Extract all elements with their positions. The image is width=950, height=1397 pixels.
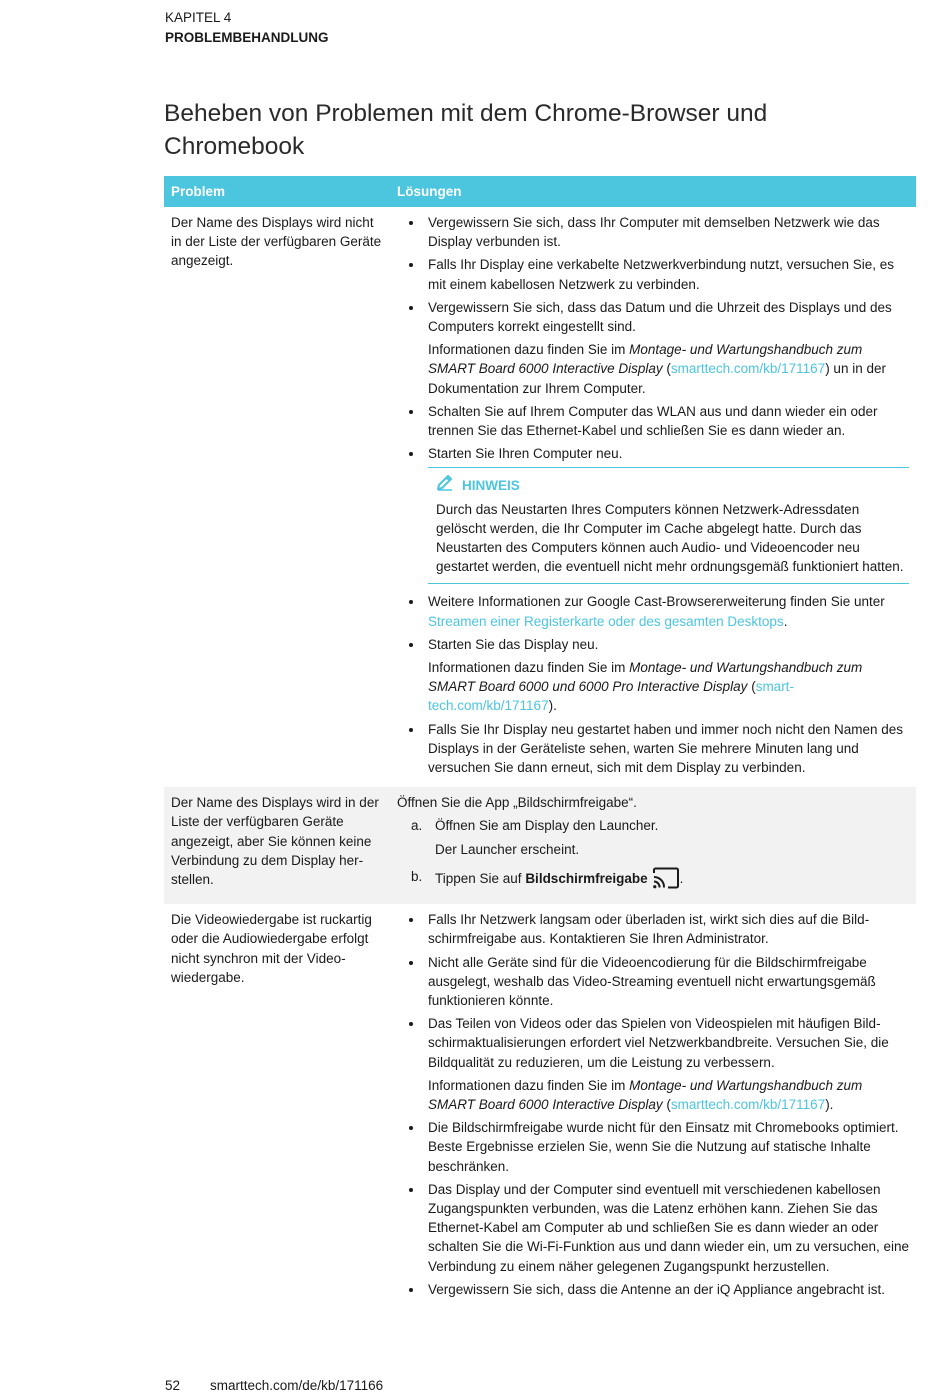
list-item: [397, 1180, 909, 1276]
list-item: [397, 1118, 909, 1176]
step-list: [397, 816, 909, 894]
info-text: Informationen dazu finden Sie im: [428, 660, 630, 676]
bullet-icon: [409, 643, 413, 647]
page-footer: [165, 1376, 383, 1396]
note-box: [428, 467, 909, 584]
solutions-cell: [390, 787, 916, 904]
list-item-text: Schalten Sie auf Ihrem Computer das WLAN aus und dann wieder ein oder trennen Sie das Ethernet-Kabel und schließen Sie es dann wieder an.: [428, 403, 878, 439]
bullet-icon: [409, 221, 413, 225]
info-paragraph: [428, 658, 909, 716]
column-header-solutions: Lösungen: [390, 176, 916, 207]
bullet-icon: [409, 306, 413, 310]
info-text: Informationen dazu finden Sie im: [428, 1077, 630, 1093]
bullet-icon: [409, 918, 413, 922]
note-heading: [436, 475, 909, 496]
screen-share-icon: [652, 867, 680, 894]
list-item: [397, 1014, 909, 1114]
info-text: (: [662, 1096, 671, 1112]
list-item-text: .: [783, 613, 788, 629]
list-item-text: Vergewissern Sie sich, dass Ihr Computer mit demselben Netzwerk wie das Display verbunden ist.: [428, 215, 880, 250]
list-item-text: Vergewissern Sie sich, dass das Datum und die Uhrzeit des Displays und des Computers korrekt eingestellt sind.: [428, 299, 892, 335]
list-item: [397, 213, 909, 251]
page-number: 52: [165, 1378, 181, 1393]
bullet-icon: [409, 600, 413, 604]
bullet-icon: [409, 961, 413, 965]
chapter-label: KAPITEL 4: [165, 10, 232, 25]
solutions-cell: [390, 207, 916, 787]
list-item-text: Das Teilen von Videos oder das Spielen von Videospielen mit häufigen Bildschirmaktualisierungen erfordert viel Netzwerkbandbreite. Versuchen Sie, die Bildqualität zu reduzieren, um die Leistung zu verbessern.: [428, 1016, 889, 1070]
manual-title: Montage- und Wartungshandbuch zum SMART Board 6000 Interactive Display: [428, 1077, 863, 1112]
solution-list: [397, 910, 909, 1299]
solution-list: [397, 592, 909, 777]
bullet-icon: [409, 1188, 413, 1192]
info-text: ).: [548, 698, 557, 714]
step-text: Tippen Sie auf: [435, 870, 526, 886]
step-letter: a.: [411, 818, 423, 834]
list-item-text: Starten Sie Ihren Computer neu.: [428, 446, 623, 462]
info-text: (: [662, 361, 671, 377]
list-item: [397, 444, 909, 463]
step-letter: b.: [411, 868, 423, 884]
bullet-icon: [409, 728, 413, 732]
list-item-text: Falls Ihr Netzwerk langsam oder überladen ist, wirkt sich dies auf die Bildschirmfreigabe aus. Kontaktieren Sie Ihren Administrator.: [428, 912, 870, 947]
list-item-text: Die Bildschirmfreigabe wurde nicht für den Einsatz mit Chromebooks optimiert. Beste Ergebnisse erzielen Sie, wenn Sie die Nutzung auf statische Inhalte beschränken.: [428, 1120, 899, 1174]
list-item: [397, 255, 909, 293]
list-item: [397, 953, 909, 1011]
solutions-cell: [390, 904, 916, 1309]
list-item: [397, 592, 909, 630]
list-item: [397, 402, 909, 440]
troubleshooting-table: [164, 176, 916, 1309]
footer-url[interactable]: smarttech.com/de/kb/171166: [210, 1378, 384, 1393]
bullet-icon: [409, 263, 413, 267]
bullet-icon: [409, 452, 413, 456]
list-item-text: Starten Sie das Display neu.: [428, 636, 599, 652]
step-emphasis: Bildschirmfreigabe: [525, 870, 648, 886]
list-item: [397, 910, 909, 948]
info-text: (: [747, 679, 756, 695]
list-item: [397, 720, 909, 778]
streaming-link[interactable]: Streamen einer Registerkarte oder des gesamten Desktops: [428, 613, 784, 629]
table-row: [164, 904, 916, 1309]
list-item: [397, 298, 909, 398]
bullet-icon: [409, 1288, 413, 1292]
steps-intro: Öffnen Sie die App „Bildschirmfreigabe“.: [397, 795, 637, 811]
note-label: HINWEIS: [462, 478, 520, 494]
info-text: Informationen dazu finden Sie im: [428, 342, 630, 358]
step-result: Der Launcher erscheint.: [435, 841, 580, 857]
bullet-icon: [409, 410, 413, 414]
list-item: [397, 867, 909, 894]
kb-link[interactable]: smarttech.com/kb/171167: [428, 679, 794, 714]
table-header-row: [164, 176, 916, 207]
manual-title: Montage- und Wartungshandbuch zum SMART Board 6000 und 6000 Pro Interactive Display: [428, 660, 863, 695]
column-header-problem: Problem: [164, 176, 390, 207]
list-item-text: Falls Sie Ihr Display neu gestartet haben und immer noch nicht den Namen des Displays in der Geräteliste sehen, warten Sie mehrere Minuten lang und versuchen Sie dann erneut, sich mit dem Display zu verbinden.: [428, 721, 904, 776]
list-item: [397, 635, 909, 716]
solution-list: [397, 213, 909, 463]
info-paragraph: [428, 340, 909, 398]
list-item-text: Das Display und der Computer sind eventuell mit verschiedenen kabellosen Zugangspunkten verbunden, was die Latenz erhöhen kann. Ziehen Sie das Ethernet-Kabel am Computer ab und schließen Sie es dann wieder an oder schalten Sie die Wi-Fi-Funktion aus und dann wieder ein, um zu versuchen, eine Verbindung zu einem näher gelegenen Zugangspunkt herzustellen.: [428, 1181, 910, 1274]
bullet-icon: [409, 1022, 413, 1026]
step-text: Öffnen Sie am Display den Launcher.: [435, 818, 659, 834]
list-item-text: Nicht alle Geräte sind für die Videoencodierung für die Bildschirmfreigabe ausgelegt, weshalb das Video-Streaming eventuell nicht erwartungsgemäß funktionieren könnte.: [428, 954, 876, 1008]
manual-title: Montage- und Wartungshandbuch zum SMART Board 6000 Interactive Display: [428, 342, 863, 377]
note-text: Durch das Neustarten Ihres Computers können Netzwerk-Adressdaten gelöscht werden, die Ihr Computer im Cache abgelegt hatte. Durch das Neustarten des Computers können auch Audio- und Videoencoder neu gestartet werden, die eventuell nicht mehr ordnungsgemäß funktioniert hatten.: [436, 501, 904, 575]
problem-cell: Die Videowiedergabe ist ruckartig oder die Audiowiedergabe erfolgt nicht synchron mit der Videowiedergabe.: [171, 912, 372, 985]
chapter-header: [165, 8, 329, 48]
info-paragraph: [428, 1076, 909, 1114]
info-text: ) un in der Dokumentation zur Ihrem Computer.: [428, 361, 886, 396]
list-item-text: Vergewissern Sie sich, dass die Antenne an der iQ Appliance angebracht ist.: [428, 1281, 886, 1297]
table-row: [164, 207, 916, 787]
info-text: ).: [825, 1096, 834, 1112]
list-item-text: Falls Ihr Display eine verkabelte Netzwerkverbindung nutzt, versuchen Sie, es mit einem kabellosen Netzwerk zu verbinden.: [428, 257, 894, 292]
page-title: Beheben von Problemen mit dem Chrome-Browser und Chromebook: [164, 100, 768, 160]
step-text: .: [679, 870, 684, 886]
list-item: [397, 816, 909, 858]
bullet-icon: [409, 1126, 413, 1130]
problem-cell: Der Name des Displays wird in der Liste der verfügbaren Geräte angezeigt, aber Sie können keine Verbindung zu dem Display herstellen.: [164, 787, 390, 904]
problem-cell: Der Name des Displays wird nicht in der Liste der verfügbaren Geräte angezeigt.: [171, 215, 382, 269]
list-item-text: Weitere Informationen zur Google Cast-Browsererweiterung finden Sie unter: [428, 594, 885, 610]
list-item: [397, 1280, 909, 1299]
table-row: [164, 787, 916, 904]
kb-link[interactable]: smarttech.com/kb/171167: [670, 1096, 826, 1112]
kb-link[interactable]: smarttech.com/kb/171167: [670, 361, 826, 377]
pencil-icon: [436, 475, 454, 496]
section-label: PROBLEMBEHANDLUNG: [165, 30, 329, 45]
